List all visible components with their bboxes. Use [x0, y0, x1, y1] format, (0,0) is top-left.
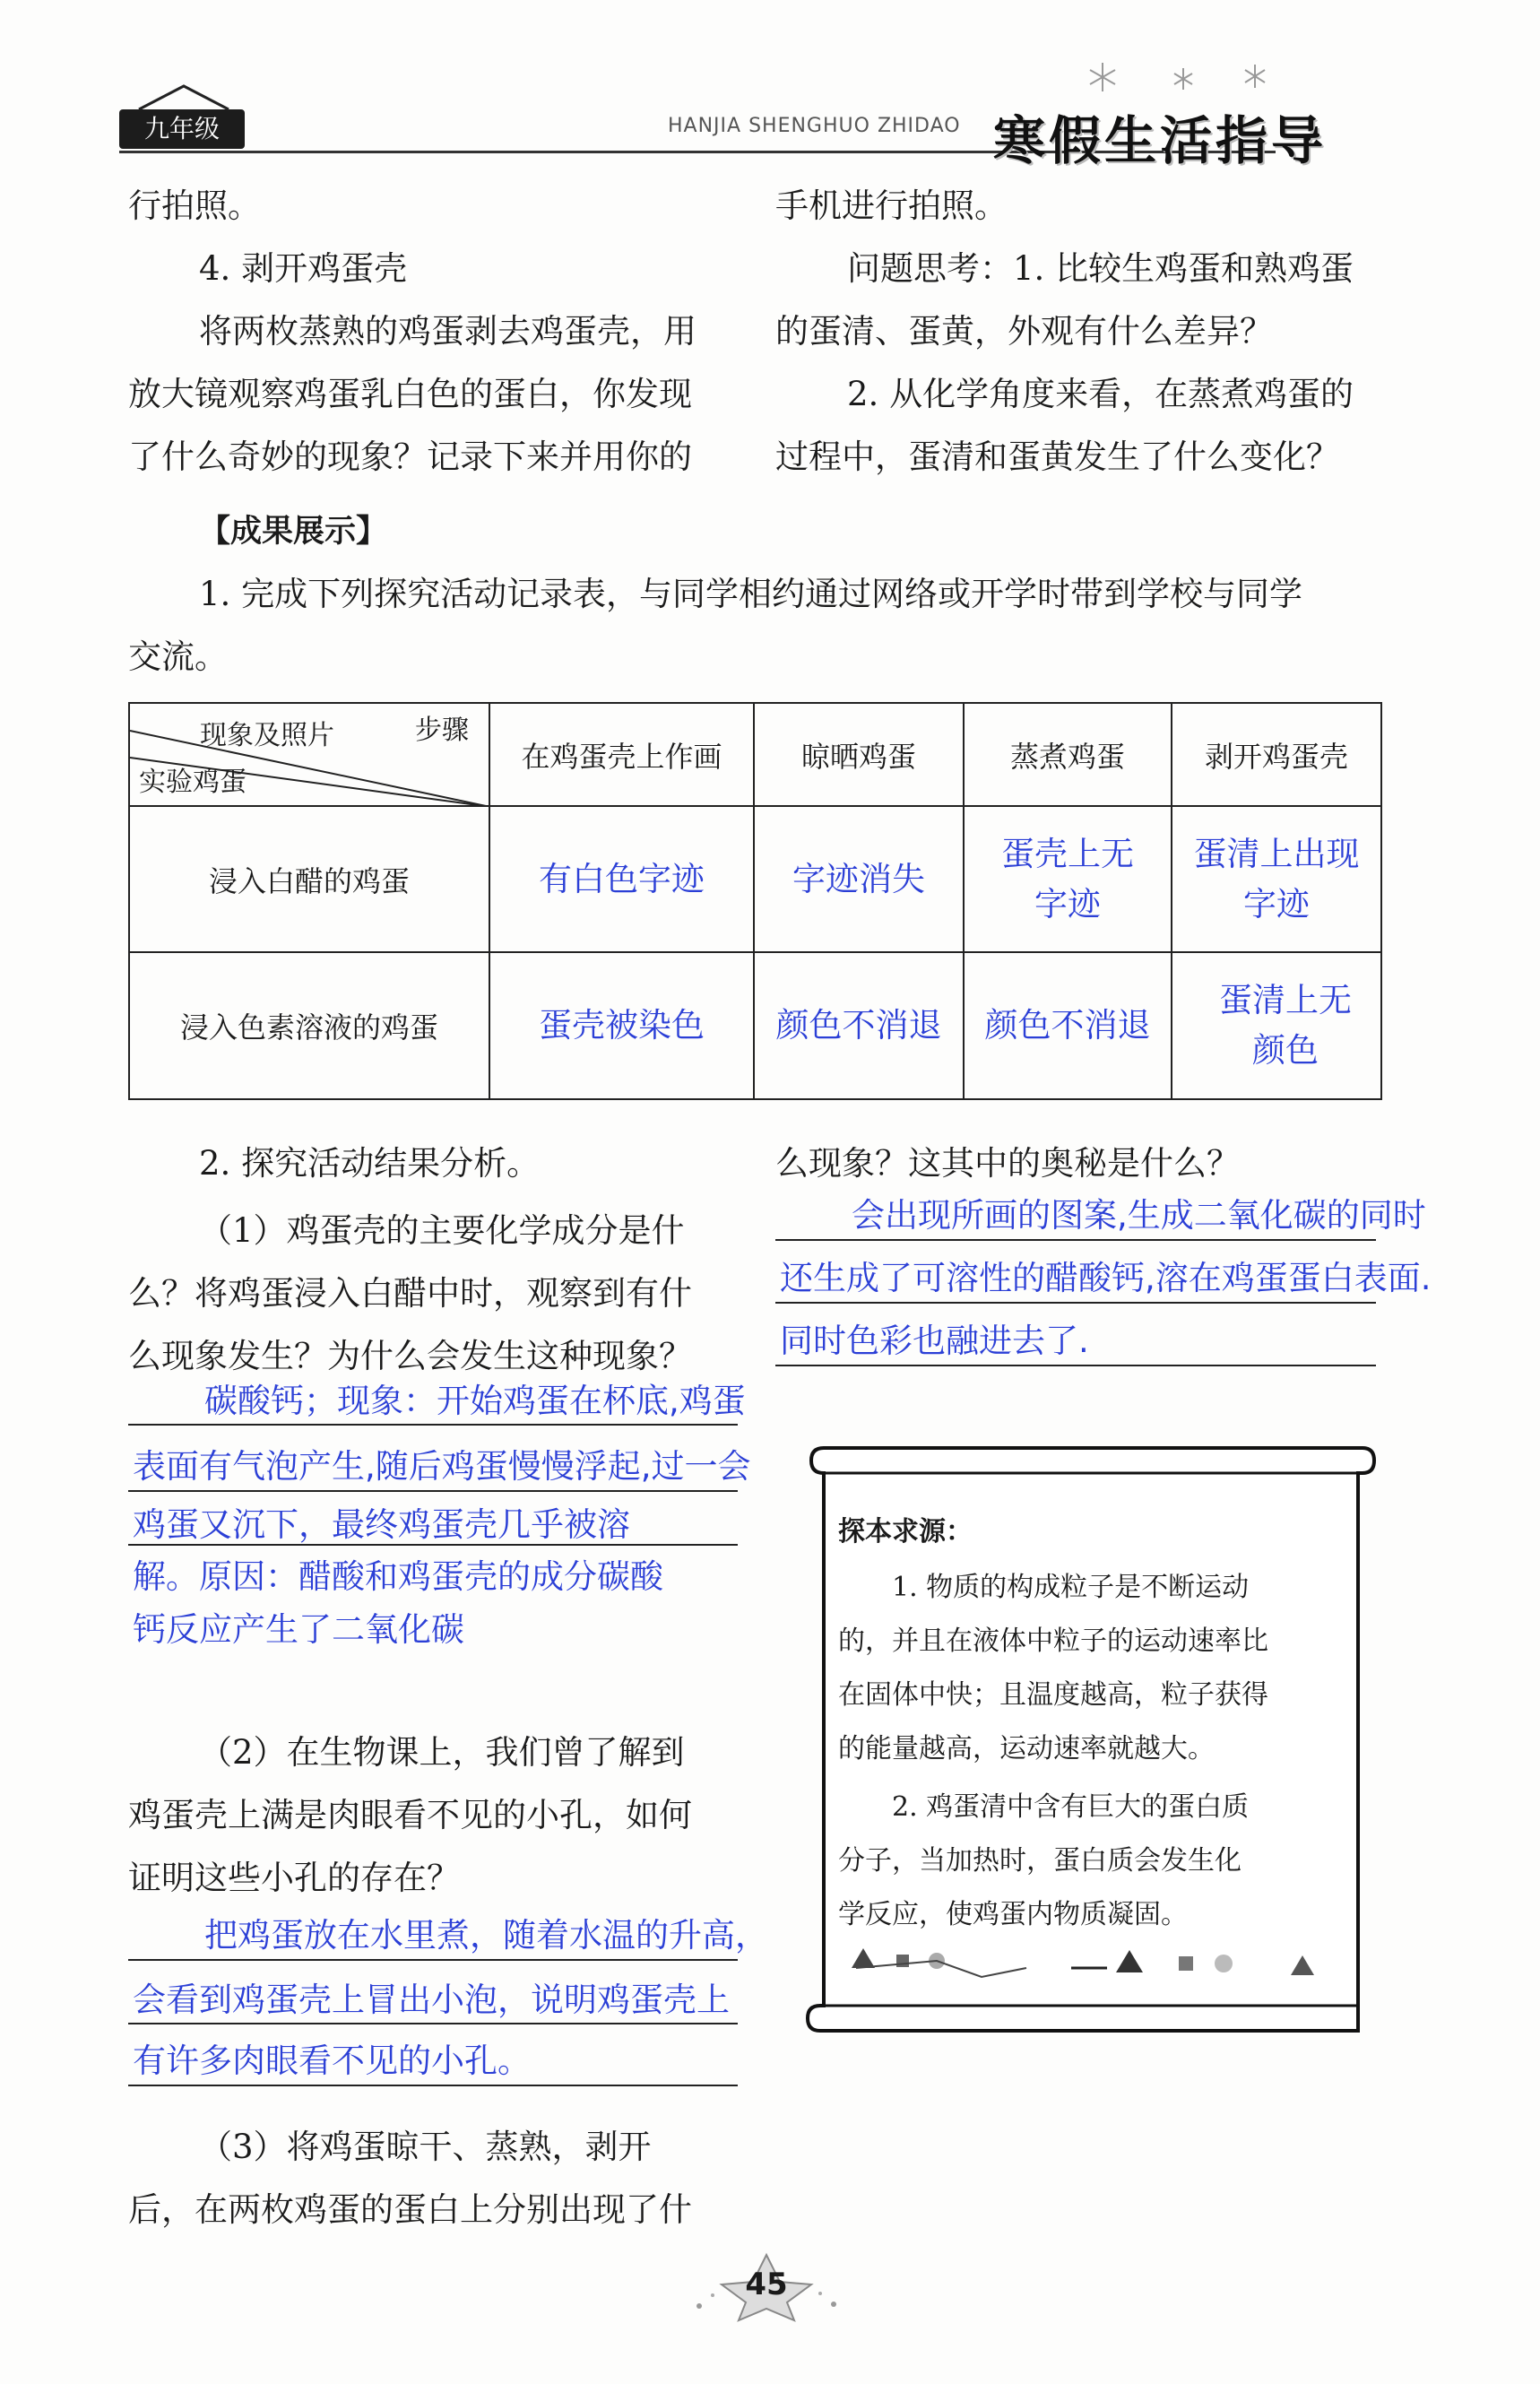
info-title: 探本求源：: [838, 1516, 973, 1547]
answer-text: 把鸡蛋放在水里煮，随着水温的升高，: [204, 1916, 768, 1955]
table-cell: 颜色不消退: [754, 952, 964, 1099]
question-text: 证明这些小孔的存在？: [128, 1859, 460, 1897]
question-text: （2）在生物课上，我们曾了解到: [199, 1733, 685, 1772]
corner-bottom-label: 实验鸡蛋: [139, 767, 247, 798]
info-text: 的能量越高，运动速率就越大。: [838, 1733, 1215, 1764]
answer-text: 鸡蛋又沉下，最终鸡蛋壳几乎被溶: [133, 1505, 630, 1544]
info-text: 学反应，使鸡蛋内物质凝固。: [838, 1899, 1188, 1930]
info-text: 分子，当加热时，蛋白质会发生化: [838, 1845, 1242, 1877]
text-line: 行拍照。: [128, 186, 261, 225]
table-cell: 颜色不消退: [964, 952, 1172, 1099]
text-line: 了什么奇妙的现象？记录下来并用你的: [128, 438, 692, 476]
info-text: 1. 物质的构成粒子是不断运动: [892, 1572, 1250, 1603]
results-heading: 【成果展示】: [199, 514, 388, 550]
answer-text: 碳酸钙；现象：开始鸡蛋在杯底,鸡蛋: [204, 1382, 746, 1420]
section-4-title: 4. 剥开鸡蛋壳: [199, 249, 408, 288]
answer-underline: [775, 1239, 1376, 1241]
answer-underline: [775, 1302, 1376, 1304]
answer-text: 会看到鸡蛋壳上冒出小泡，说明鸡蛋壳上: [133, 1981, 730, 2019]
question-text: （1）鸡蛋壳的主要化学成分是什: [199, 1211, 685, 1250]
table-cell: 蛋清上出现字迹: [1172, 806, 1381, 952]
text-line: 放大镜观察鸡蛋乳白色的蛋白，你发现: [128, 375, 692, 413]
answer-underline: [128, 2023, 738, 2024]
header-subtitle: HANJIA SHENGHUO ZHIDAO: [668, 115, 961, 137]
text-line: 的蛋清、蛋黄，外观有什么差异？: [775, 312, 1273, 351]
question-text: 么现象发生？为什么会发生这种现象？: [128, 1337, 692, 1375]
info-text: 在固体中快；且温度越高，粒子获得: [838, 1679, 1268, 1711]
row-header: 浸入白醋的鸡蛋: [129, 806, 489, 952]
corner-top-label: 现象及照片: [200, 720, 334, 751]
answer-underline: [128, 1490, 738, 1492]
answer-text: 解。原因：醋酸和鸡蛋壳的成分碳酸: [133, 1557, 663, 1596]
row-header: 浸入色素溶液的鸡蛋: [129, 952, 489, 1099]
answer-text: 还生成了可溶性的醋酸钙,溶在鸡蛋蛋白表面.: [780, 1259, 1432, 1297]
table-cell: 有白色字迹: [489, 806, 754, 952]
header-title: 寒假生活指导: [993, 110, 1328, 171]
answer-text: 会出现所画的图案,生成二氧化碳的同时: [852, 1196, 1426, 1235]
text-line: 将两枚蒸熟的鸡蛋剥去鸡蛋壳，用: [199, 312, 696, 351]
answer-text: 同时色彩也融进去了.: [780, 1322, 1089, 1360]
answer-underline: [128, 1959, 738, 1961]
column-header: 在鸡蛋壳上作画: [489, 703, 754, 806]
analysis-heading: 2. 探究活动结果分析。: [199, 1144, 541, 1183]
question-text: 么？将鸡蛋浸入白醋中时，观察到有什: [128, 1274, 692, 1313]
table-cell: 字迹消失: [754, 806, 964, 952]
snowflake-icon: [1076, 56, 1282, 100]
question-text: 后，在两枚鸡蛋的蛋白上分别出现了什: [128, 2190, 692, 2229]
text-line: 过程中，蛋清和蛋黄发生了什么变化？: [775, 438, 1339, 476]
text-line: 交流。: [128, 637, 228, 676]
column-header: 晾晒鸡蛋: [754, 703, 964, 806]
question-text: 么现象？这其中的奥秘是什么？: [775, 1144, 1240, 1183]
roof-icon: [134, 82, 233, 111]
table-row: [129, 806, 1381, 952]
page-number: 45: [745, 2267, 788, 2302]
info-text: 的，并且在液体中粒子的运动速率比: [838, 1625, 1268, 1657]
answer-underline: [128, 1424, 738, 1426]
table-cell: 蛋壳被染色: [489, 952, 754, 1099]
text-line: 2. 从化学角度来看，在蒸煮鸡蛋的: [847, 375, 1354, 413]
text-line: 手机进行拍照。: [775, 186, 1008, 225]
column-header: 蒸煮鸡蛋: [964, 703, 1172, 806]
column-header: 剥开鸡蛋壳: [1172, 703, 1381, 806]
table-cell: 蛋清上无颜色: [1172, 952, 1381, 1099]
answer-text: 钙反应产生了二氧化碳: [133, 1610, 464, 1649]
answer-text: 表面有气泡产生,随后鸡蛋慢慢浮起,过一会: [133, 1447, 751, 1486]
answer-underline: [128, 1544, 738, 1546]
text-line: 1. 完成下列探究活动记录表，与同学相约通过网络或开学时带到学校与同学: [199, 575, 1303, 613]
question-text: 鸡蛋壳上满是肉眼看不见的小孔，如何: [128, 1796, 692, 1834]
question-prompt: 问题思考：1. 比较生鸡蛋和熟鸡蛋: [847, 249, 1354, 288]
table-cell: 蛋壳上无字迹: [964, 806, 1172, 952]
answer-underline: [128, 2085, 738, 2086]
record-table: [128, 702, 1382, 1100]
table-row: [129, 952, 1381, 1099]
answer-text: 有许多肉眼看不见的小孔。: [133, 2042, 531, 2080]
grade-badge: 九年级: [119, 109, 245, 149]
question-text: （3）将鸡蛋晾干、蒸熟，剥开: [199, 2128, 652, 2166]
answer-underline: [775, 1365, 1376, 1366]
table-corner-cell: [129, 703, 489, 806]
info-text: 2. 鸡蛋清中含有巨大的蛋白质: [892, 1791, 1250, 1823]
corner-right-label: 步骤: [415, 715, 469, 746]
